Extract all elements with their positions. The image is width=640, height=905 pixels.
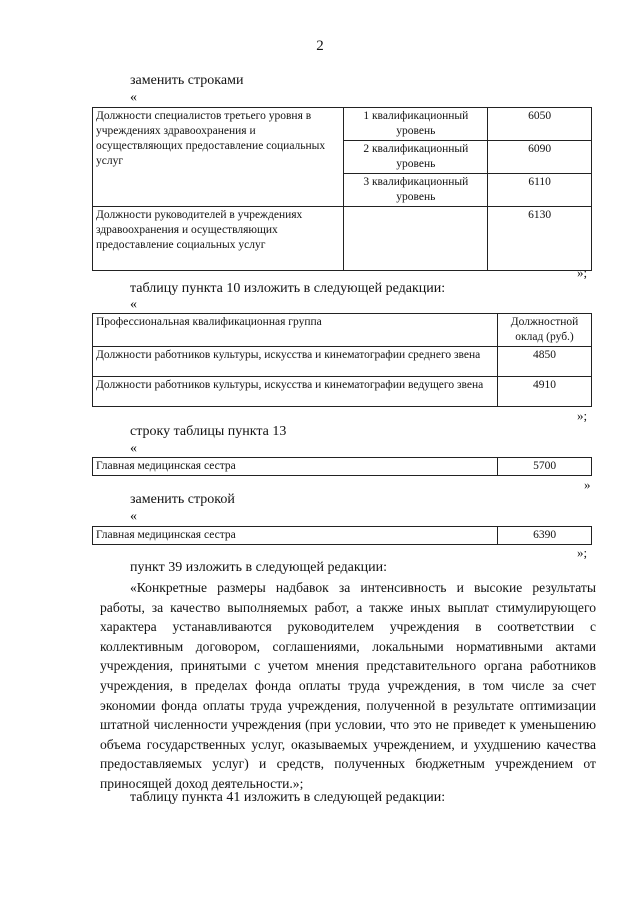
close-quote-1: »;: [577, 265, 588, 280]
replace-row-label: заменить строкой: [130, 492, 235, 507]
table3-value: 5700: [498, 458, 592, 476]
table-p41-label: таблицу пункта 41 изложить в следующей редакции:: [130, 790, 446, 805]
table1-row2-value: 6130: [488, 207, 592, 271]
table2-row2-value: 4910: [498, 377, 592, 407]
table-p10-label: таблицу пункта 10 изложить в следующей редакции:: [130, 281, 446, 296]
table3-name: Главная медицинская сестра: [93, 458, 498, 476]
table1-level-1: 1 квалификационный уровень: [344, 108, 488, 141]
table1-row2-empty: [344, 207, 488, 271]
table1-row1-name: Должности специалистов третьего уровня в учреждениях здравоохранения и осуществляющих предоставление социальных услуг: [93, 108, 344, 207]
p39-label: пункт 39 изложить в следующей редакции:: [130, 560, 387, 575]
table1-row2-name: Должности руководителей в учреждениях здравоохранения и осуществляющих предоставление социальных услуг: [93, 207, 344, 271]
table1-level-2: 2 квалификационный уровень: [344, 141, 488, 174]
p39-text: «Конкретные размеры надбавок за интенсивность и высокие результаты работы, за качество выполняемых работ, а также иных выплат стимулирующего характера устанавливаются руководителем учреждения в соответствии с коллективным договором, соглашениями, локальными нормативными актами учреждения, принятыми с учетом мнения представительного органа работников учреждения, в пределах фонда оплаты труда учреждения, в том числе за счет экономии фонда оплаты труда учреждения, полученной в результате оптимизации штатной численности учреждения (при условии, что это не приведет к уменьшению объема государственных услуг, оказываемых учреждением, и ухудшению качества предоставляемых услуг) и средств, полученных бюджетным учреждением от приносящей доход деятельности.»;: [100, 580, 596, 791]
page-number: 2: [316, 38, 324, 54]
open-quote: «: [130, 90, 137, 105]
table2-row1-name: Должности работников культуры, искусства и кинематографии среднего звена: [93, 347, 498, 377]
open-quote: «: [130, 441, 137, 456]
table-3: [92, 457, 592, 476]
table2-row2-name: Должности работников культуры, искусства и кинематографии ведущего звена: [93, 377, 498, 407]
table4-value: 6390: [498, 527, 592, 545]
p39-paragraph: [100, 578, 596, 794]
table2-header-salary: Должностной оклад (руб.): [498, 314, 592, 347]
table4-name: Главная медицинская сестра: [93, 527, 498, 545]
table1-value-2: 6090: [488, 141, 592, 174]
table2-header-group: Профессиональная квалификационная группа: [93, 314, 498, 347]
close-quote-4: »;: [577, 545, 588, 560]
replace-rows-label: заменить строками: [130, 73, 244, 88]
close-quote-3: »: [584, 477, 591, 492]
table1-level-3: 3 квалификационный уровень: [344, 174, 488, 207]
table-2: [92, 313, 592, 407]
row-p13-label: строку таблицы пункта 13: [130, 424, 287, 439]
close-quote-2: »;: [577, 408, 588, 423]
table-4: [92, 526, 592, 545]
open-quote: «: [130, 297, 137, 312]
table1-value-3: 6110: [488, 174, 592, 207]
table2-row1-value: 4850: [498, 347, 592, 377]
open-quote: «: [130, 509, 137, 524]
table1-value-1: 6050: [488, 108, 592, 141]
table-1: [92, 107, 592, 271]
